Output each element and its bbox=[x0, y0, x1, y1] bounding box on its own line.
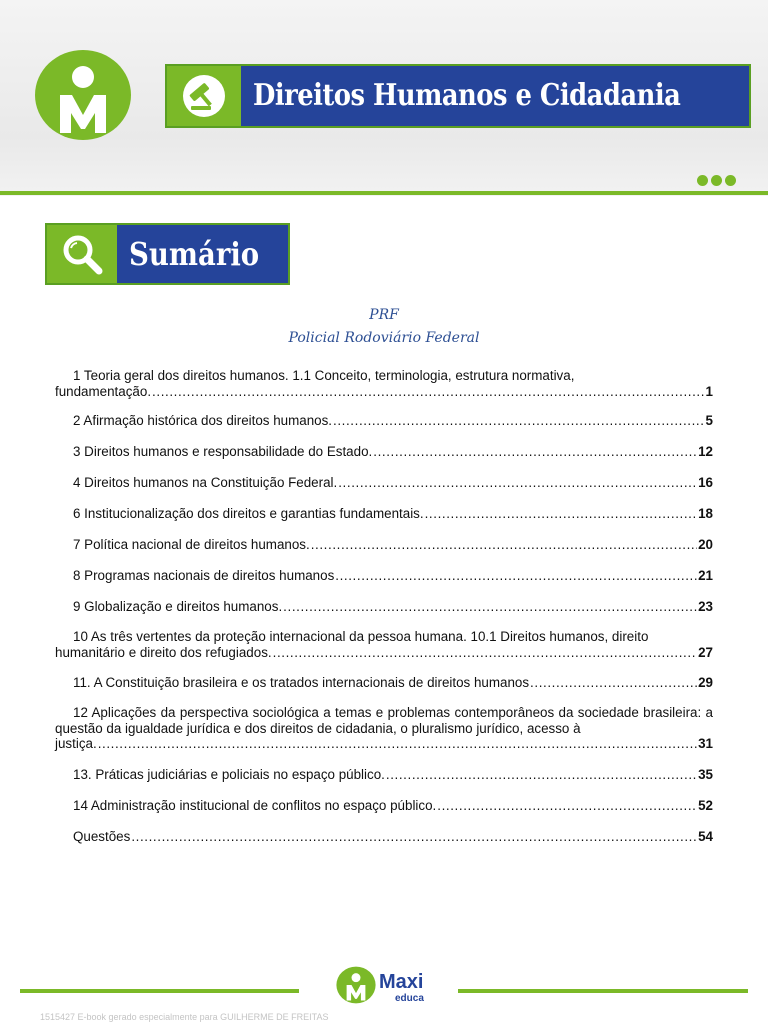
toc-entry[interactable] bbox=[55, 705, 713, 752]
exam-acronym: PRF bbox=[369, 307, 399, 323]
section-banner bbox=[45, 223, 290, 285]
header-divider bbox=[0, 191, 768, 195]
gavel-icon bbox=[180, 73, 228, 119]
toc-entry-text: 12 Aplicações da perspectiva sociológica a temas e problemas contemporâneos da sociedade brasileira: a questão da igualdade jurídica e dos direitos de cidadania, o pluralismo jurídico, acesso à bbox=[55, 705, 713, 736]
title-banner bbox=[165, 64, 751, 128]
toc-entry-title: justiça. bbox=[55, 736, 97, 751]
toc-leader bbox=[338, 475, 697, 491]
toc-leader bbox=[335, 568, 697, 584]
toc-entry[interactable] bbox=[55, 537, 713, 553]
footer-rule-left bbox=[20, 989, 299, 993]
toc-leader bbox=[273, 645, 697, 661]
toc-entry-title: 9 Globalização e direitos humanos. bbox=[73, 599, 283, 614]
toc-entry[interactable] bbox=[55, 599, 713, 615]
toc-leader bbox=[386, 767, 697, 783]
toc-page-number: 54 bbox=[698, 829, 713, 844]
footer-brand: Maxi bbox=[379, 971, 424, 993]
toc-leader bbox=[373, 444, 697, 460]
section-title: Sumário bbox=[129, 235, 260, 273]
toc-page-number: 20 bbox=[698, 537, 713, 552]
toc-page-number: 52 bbox=[698, 798, 713, 813]
toc-entry[interactable] bbox=[55, 675, 713, 691]
toc-entry[interactable] bbox=[55, 444, 713, 460]
toc-entry-title: humanitário e direito dos refugiados. bbox=[55, 644, 272, 660]
footer-rule-right bbox=[458, 989, 748, 993]
toc-page-number: 31 bbox=[698, 736, 713, 751]
decorative-dots bbox=[697, 173, 741, 185]
toc-entry[interactable] bbox=[55, 798, 713, 814]
toc-leader bbox=[152, 384, 705, 400]
document-title: Direitos Humanos e Cidadania bbox=[253, 78, 681, 113]
toc-entry-text: 1 Teoria geral dos direitos humanos. 1.1 Conceito, terminologia, estrutura normativa, bbox=[73, 368, 575, 383]
toc-leader bbox=[283, 599, 697, 615]
toc-entry-title: 11. A Constituição brasileira e os tratados internacionais de direitos humanos bbox=[73, 675, 530, 690]
section-icon-box bbox=[47, 225, 117, 283]
toc-page-number: 35 bbox=[698, 767, 713, 782]
toc-page-number: 27 bbox=[698, 644, 713, 660]
toc-entry[interactable] bbox=[55, 475, 713, 491]
toc-entry-title: 8 Programas nacionais de direitos humanos bbox=[73, 568, 335, 583]
toc-leader bbox=[333, 413, 705, 429]
toc-leader bbox=[98, 736, 697, 752]
toc-page-number: 18 bbox=[698, 506, 713, 521]
maxi-person-logo-icon bbox=[336, 966, 376, 1004]
toc-entry-title: fundamentação. bbox=[55, 383, 152, 399]
toc-leader bbox=[437, 798, 697, 814]
maxi-person-logo-icon bbox=[34, 49, 132, 141]
dot bbox=[725, 175, 736, 186]
toc-entry[interactable] bbox=[55, 368, 713, 399]
title-icon-box bbox=[167, 66, 241, 126]
dot bbox=[697, 175, 708, 186]
toc-entry-text: 10 As três vertentes da proteção internacional da pessoa humana. 10.1 Direitos humanos, direito bbox=[73, 629, 649, 644]
toc-leader bbox=[131, 829, 697, 845]
page-header bbox=[0, 0, 768, 196]
footer-brand-sub: educa bbox=[395, 993, 424, 1004]
toc-entry[interactable] bbox=[55, 767, 713, 783]
toc-page-number: 29 bbox=[698, 675, 713, 690]
toc-entry[interactable] bbox=[55, 413, 713, 429]
toc-entry[interactable] bbox=[55, 829, 713, 845]
toc-leader bbox=[311, 537, 697, 553]
toc-leader bbox=[425, 506, 697, 522]
toc-page-number: 5 bbox=[705, 413, 713, 428]
toc-entry[interactable] bbox=[55, 568, 713, 584]
toc-entry[interactable] bbox=[55, 629, 713, 660]
footer-watermark-note: 1515427 E-book gerado especialmente para GUILHERME DE FREITAS bbox=[40, 1012, 329, 1022]
toc-entry-title: 2 Afirmação histórica dos direitos humanos. bbox=[73, 413, 333, 428]
exam-name: Policial Rodoviário Federal bbox=[288, 330, 480, 346]
toc-entry-title: 14 Administração institucional de conflitos no espaço público. bbox=[73, 798, 437, 813]
toc-entry-title: 6 Institucionalização dos direitos e garantias fundamentais. bbox=[73, 506, 424, 521]
toc-page-number: 21 bbox=[698, 568, 713, 583]
toc-page-number: 23 bbox=[698, 599, 713, 614]
toc-entry-title: 13. Práticas judiciárias e policiais no espaço público. bbox=[73, 767, 385, 782]
toc-entry-title: 4 Direitos humanos na Constituição Federal. bbox=[73, 475, 338, 490]
toc-entry-title: 3 Direitos humanos e responsabilidade do Estado. bbox=[73, 444, 373, 459]
dot bbox=[711, 175, 722, 186]
toc-entry-title: Questões bbox=[73, 829, 131, 844]
toc-entry[interactable] bbox=[55, 506, 713, 522]
toc-page-number: 12 bbox=[698, 444, 713, 459]
toc-entry-title: 7 Política nacional de direitos humanos. bbox=[73, 537, 310, 552]
toc-page-number: 1 bbox=[705, 383, 713, 399]
toc-page-number: 16 bbox=[698, 475, 713, 490]
magnifier-icon bbox=[59, 231, 105, 277]
toc-leader bbox=[530, 675, 697, 691]
